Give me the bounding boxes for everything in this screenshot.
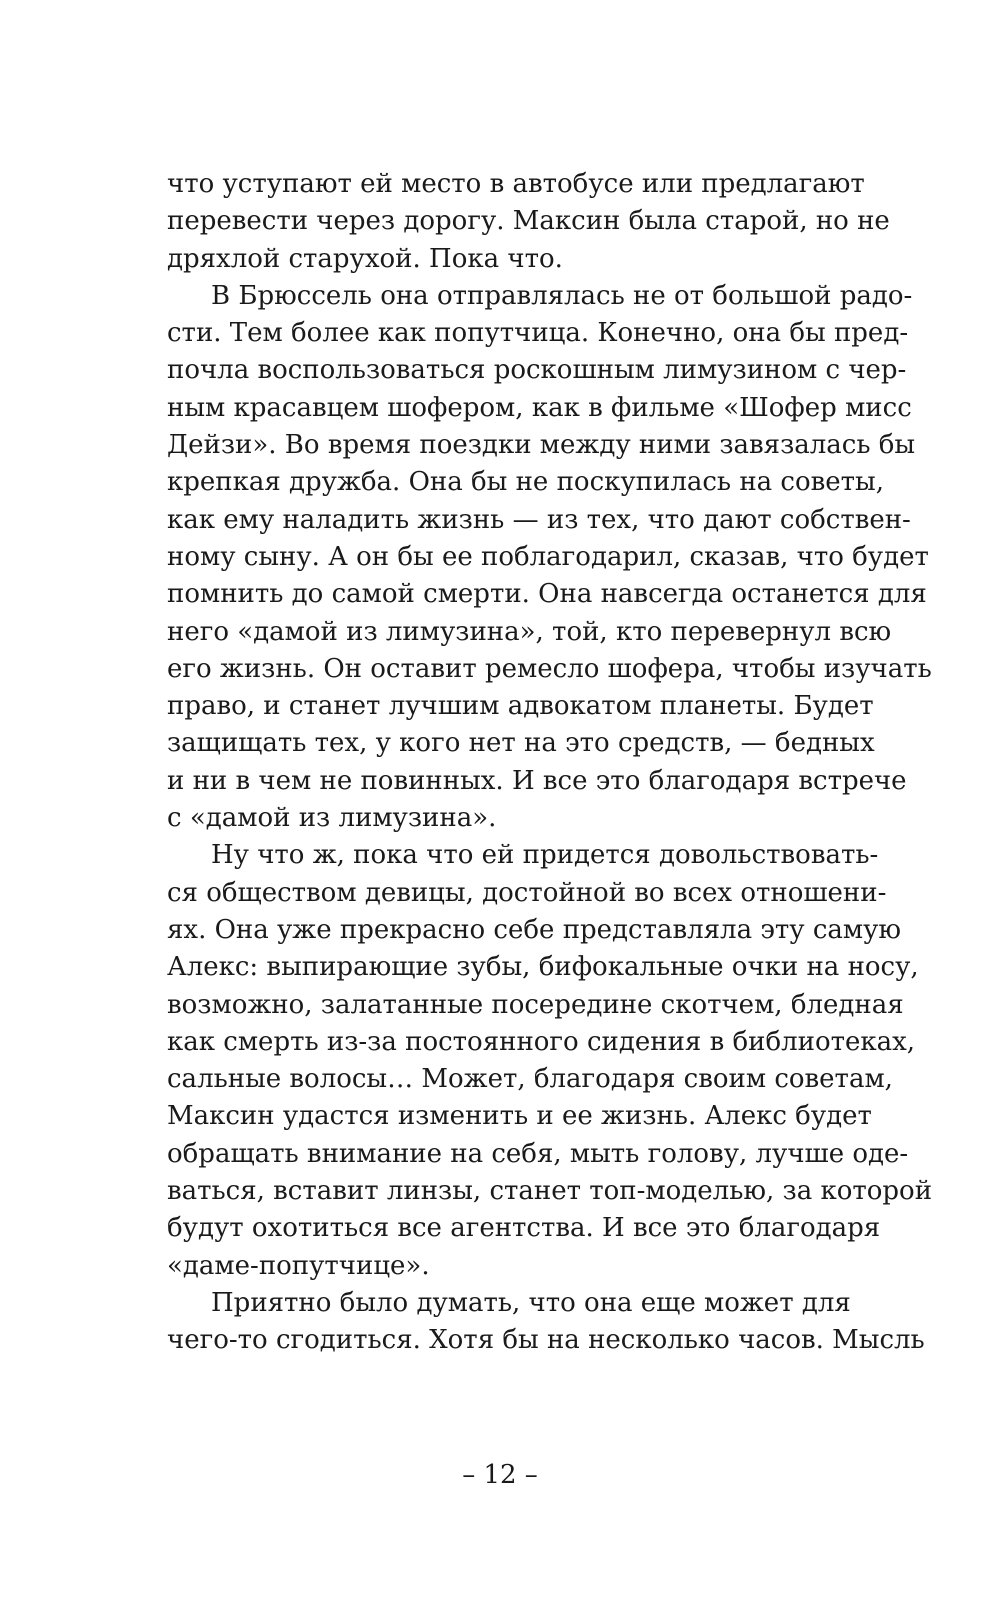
text-line: защищать тех, у кого нет на это средств, — бедных <box>167 728 875 759</box>
text-line: и ни в чем не повинных. И все это благодаря встрече <box>167 765 907 796</box>
text-line: перевести через дорогу. Максин была старой, но не <box>167 206 890 237</box>
text-line: крепкая дружба. Она бы не поскупилась на советы, <box>167 467 885 498</box>
text-line: Приятно было думать, что она еще может для <box>211 1287 851 1318</box>
text-line: ся обществом девицы, достойной во всех отношени- <box>167 877 887 908</box>
text-line: будут охотиться все агентства. И все это благодаря <box>167 1213 881 1244</box>
text-line: право, и станет лучшим адвокатом планеты. Будет <box>167 691 874 722</box>
text-line: В Брюссель она отправлялась не от большой радо- <box>211 280 913 311</box>
text-line: «даме-попутчице». <box>167 1250 430 1281</box>
text-line: Ну что ж, пока что ей придется довольствовать- <box>211 840 879 871</box>
text-line: него «дамой из лимузина», той, кто перевернул всю <box>167 616 892 647</box>
text-line: дряхлой старухой. Пока что. <box>167 243 563 274</box>
text-line: как ему наладить жизнь — из тех, что дают собствен- <box>167 504 911 535</box>
text-line: помнить до самой смерти. Она навсегда останется для <box>167 579 927 610</box>
text-line: Максин удастся изменить и ее жизнь. Алекс будет <box>167 1101 872 1132</box>
text-line: почла воспользоваться роскошным лимузином с чер- <box>167 355 907 386</box>
text-line: Дейзи». Во время поездки между ними завязалась бы <box>167 430 916 461</box>
text-line: ях. Она уже прекрасно себе представляла эту самую <box>167 914 902 945</box>
text-line: ному сыну. А он бы ее поблагодарил, сказав, что будет <box>167 541 929 572</box>
text-line: ваться, вставит линзы, станет топ-моделью, за которой <box>167 1176 933 1207</box>
text-line: обращать внимание на себя, мыть голову, лучше оде- <box>167 1138 909 1169</box>
text-line: его жизнь. Он оставит ремесло шофера, чтобы изучать <box>167 653 932 684</box>
text-line: ным красавцем шофером, как в фильме «Шофер мисс <box>167 392 912 423</box>
body-text <box>167 166 933 1360</box>
text-line: возможно, залатанные посередине скотчем, бледная <box>167 989 904 1020</box>
text-line: что уступают ей место в автобусе или предлагают <box>167 169 865 199</box>
text-line: Алекс: выпирающие зубы, бифокальные очки на носу, <box>167 952 919 983</box>
page-number: – 12 – <box>462 1460 538 1490</box>
text-line: чего-то сгодиться. Хотя бы на несколько часов. Мысль <box>167 1325 925 1356</box>
text-line: сти. Тем более как попутчица. Конечно, она бы пред- <box>167 318 909 349</box>
text-line: с «дамой из лимузина». <box>167 803 497 834</box>
text-line: сальные волосы… Может, благодаря своим советам, <box>167 1064 893 1095</box>
text-line: как смерть из-за постоянного сидения в библиотеках, <box>167 1026 916 1057</box>
